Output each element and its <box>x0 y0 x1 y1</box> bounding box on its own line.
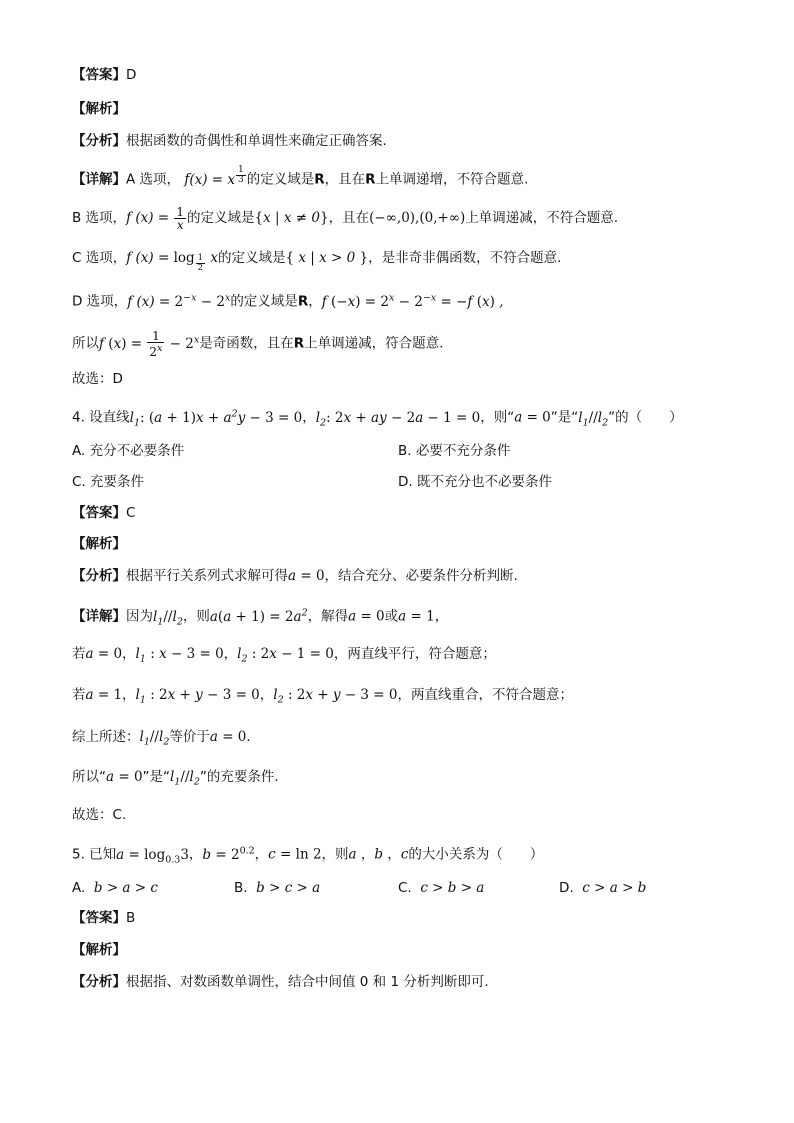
q4-summary: 综上所述：$l_1//l_2$等价于a = 0. <box>72 729 251 748</box>
q4-fenxi: 【分析】根据平行关系列式求解可得a = 0，结合充分、必要条件分析判断. <box>72 568 518 584</box>
q4-jiexi: 【解析】 <box>72 536 126 552</box>
q3-detail-d: D 选项，f $(x) = 2^{-x} - 2^x$的定义域是R，f $(-x) = 2^x - 2^{-x} = -f$ (x) , <box>72 292 504 310</box>
formula: f <box>184 171 190 188</box>
answer-value: C <box>126 505 136 521</box>
q3-jiexi: 【解析】 <box>72 101 126 117</box>
answer-value: D <box>126 67 137 83</box>
q3-fenxi: 【分析】根据函数的奇偶性和单调性来确定正确答案. <box>72 133 387 149</box>
option-d: D. c > a > b <box>559 880 647 896</box>
formula: f (x) = log $_{\frac{1}{2}}$ x <box>126 250 218 273</box>
q3-conclusion: 所以f (x) = $\frac{1}{2^x}$ − $2^x$是奇函数，且在R上单调递减，符合题意. <box>72 329 444 359</box>
option-a: A. b > a > c <box>72 880 158 896</box>
option-a: A. 充分不必要条件 <box>72 443 185 459</box>
q5-jiexi: 【解析】 <box>72 942 126 958</box>
answer-tag: 【答案】 <box>72 67 126 83</box>
option-b: B. 必要不充分条件 <box>398 443 511 459</box>
option-c: C. 充要条件 <box>72 474 145 490</box>
q4-detail: 【详解】因为$l_1//l_2$，则$a(a + 1) = 2a^2$，解得a = 0或a = 1， <box>72 607 449 628</box>
q4-answer-line: 【答案】C <box>72 505 136 521</box>
q4-choose: 故选：C. <box>72 807 127 823</box>
q5-fenxi: 【分析】根据指、对数函数单调性，结合中间值 0 和 1 分析判断即可. <box>72 974 489 990</box>
option-c: C. c > b > a <box>398 880 485 896</box>
formula: f (x) = $\frac{1}{2^x}$ − $2^x$ <box>99 329 200 359</box>
q4-case-2: 若a = 1，$l_1$ : 2x + y − 3 = 0，$l_2$ : 2x + y − 3 = 0，两直线重合，不符合题意； <box>72 687 574 706</box>
formula: f $(x) = 2^{-x} - 2^x$ <box>127 292 231 310</box>
q3-answer-line <box>72 65 136 85</box>
q4-case-1: 若a = 0，$l_1$ : x − 3 = 0，$l_2$ : 2x − 1 = 0，两直线平行，符合题意； <box>72 646 496 665</box>
formula: f (x) = $\frac{1}{x}$ <box>126 205 185 232</box>
q3-detail-b: B 选项，f (x) = $\frac{1}{x}$ 的定义域是{x | x ≠ 0}，且在(−∞,0),(0,+∞)上单调递减，不符合题意. <box>72 205 619 232</box>
q5-stem: 5. 已知$a = \log_{0.3}3$，$b = 2^{0.2}$，c = ln 2，则a ，b ，c的大小关系为（ ） <box>72 845 544 866</box>
q3-choose: 故选：D <box>72 371 123 387</box>
q3-detail-c: C 选项，f (x) = log $_{\frac{1}{2}}$ x的定义域是{ x | x > 0 }，是非奇非偶函数，不符合题意. <box>72 250 562 273</box>
answer-value: B <box>126 910 136 926</box>
q4-stem: 4. 设直线$l_1$: $(a + 1)x + a^2y - 3 = 0$，$l_2$: 2x + ay − 2a − 1 = 0，则“a = 0”是“$l_1//l_2$”的（ ） <box>72 408 683 429</box>
option-d: D. 既不充分也不必要条件 <box>398 474 552 490</box>
q4-conclusion: 所以“a = 0”是“$l_1//l_2$”的充要条件. <box>72 769 279 788</box>
q3-detail-a: 【详解】A 选项， f(x) = x $^{\frac{1}{3}}$ 的定义域是R，且在R上单调递增，不符合题意. <box>72 165 529 188</box>
q5-answer-line: 【答案】B <box>72 910 136 926</box>
option-b: B. b > c > a <box>234 880 321 896</box>
